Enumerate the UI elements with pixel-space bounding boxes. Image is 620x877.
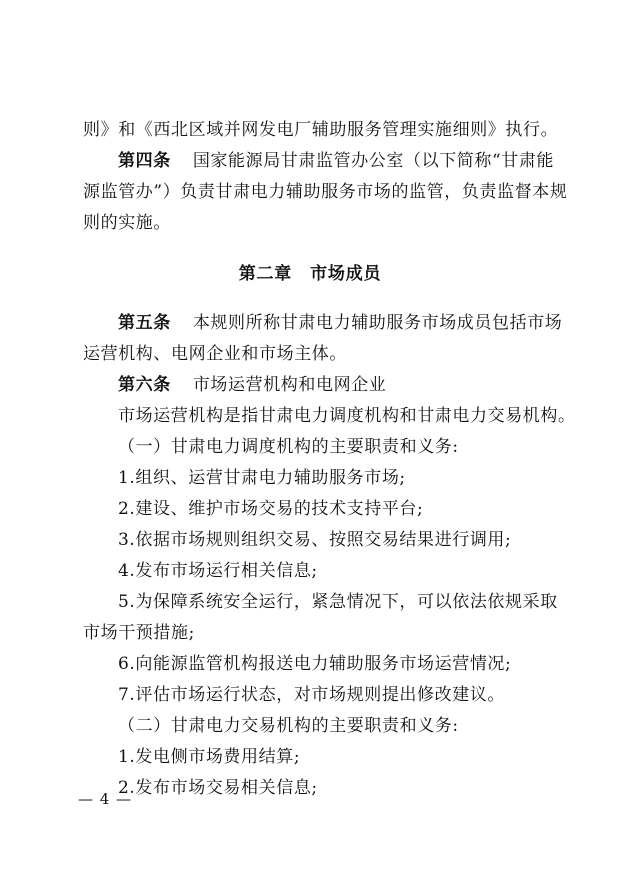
- article-5-line-2: 运营机构、电网企业和市场主体。: [83, 344, 347, 364]
- list-item: 1.组织、运营甘肃电力辅助服务市场;: [118, 468, 406, 488]
- list-item: 4.发布市场运行相关信息;: [118, 561, 318, 581]
- chapter-heading: [0, 264, 620, 284]
- list-item: 5.为保障系统安全运行，紧急情况下，可以依法依规采取: [118, 592, 558, 612]
- article-6-label: 第六条: [118, 375, 171, 395]
- article-4-line-1: [118, 151, 554, 171]
- chapter-title: 市场成员: [310, 264, 382, 284]
- article-6-text: 市场运营机构和电网企业: [192, 375, 387, 395]
- article-4-line-2: 源监管办”）负责甘肃电力辅助服务市场的监管，负责监督本规: [83, 182, 568, 202]
- article-5-text: 本规则所称甘肃电力辅助服务市场成员包括市场: [192, 313, 563, 333]
- paragraph-line: 市场运营机构是指甘肃电力调度机构和甘肃电力交易机构。: [118, 406, 576, 426]
- article-5-line-1: [118, 313, 562, 333]
- page-number: — 4 —: [78, 790, 133, 808]
- article-6-line-1: [118, 375, 386, 395]
- paragraph-line: 则》和《西北区域并网发电厂辅助服务管理实施细则》执行。: [83, 120, 559, 140]
- article-4-line-3: 则的实施。: [83, 213, 171, 233]
- list-heading: （一）甘肃电力调度机构的主要职责和义务:: [118, 437, 459, 457]
- article-4-label: 第四条: [118, 151, 171, 171]
- list-item: 6.向能源监管机构报送电力辅助服务市场运营情况;: [118, 654, 512, 674]
- list-item: 1.发电侧市场费用结算;: [118, 747, 301, 767]
- article-4-text: 国家能源局甘肃监管办公室（以下简称“甘肃能: [192, 151, 555, 171]
- list-item: 2.建设、维护市场交易的技术支持平台;: [118, 499, 424, 519]
- chapter-number: 第二章: [238, 264, 293, 284]
- list-item: 3.依据市场规则组织交易、按照交易结果进行调用;: [118, 530, 512, 550]
- list-item: 2.发布市场交易相关信息;: [118, 778, 318, 798]
- list-item: 7.评估市场运行状态，对市场规则提出修改建议。: [118, 685, 506, 705]
- article-5-label: 第五条: [118, 313, 171, 333]
- list-heading: （二）甘肃电力交易机构的主要职责和义务:: [118, 716, 459, 736]
- list-item-continuation: 市场干预措施;: [83, 623, 195, 643]
